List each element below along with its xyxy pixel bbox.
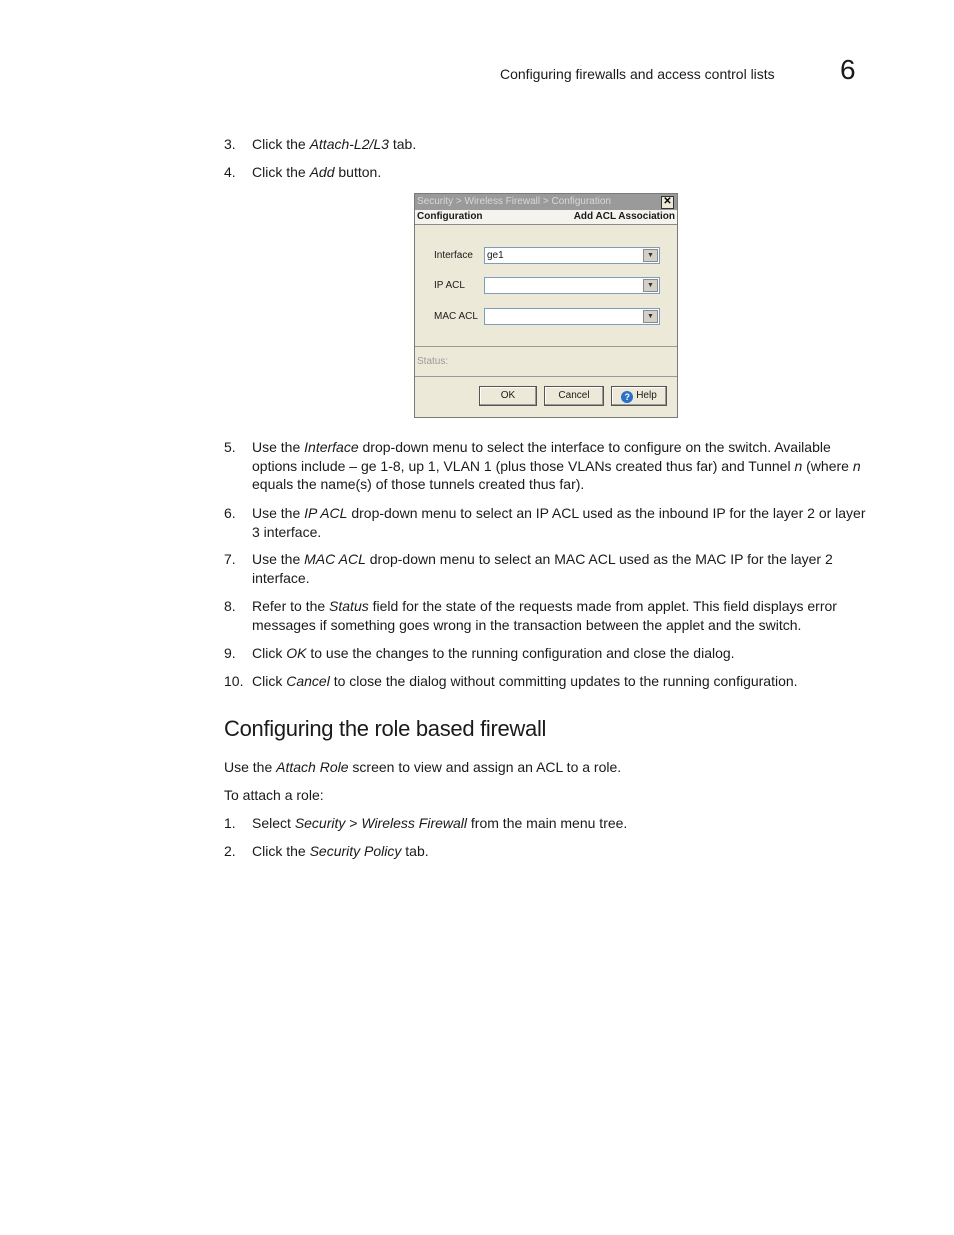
step-text: Use the Interface drop-down menu to select the interface to configure on the switch. Available options include – ge 1-8, up 1, VLAN 1 (plus those VLANs created thus far) and Tunnel n (where n equals the name(s) of those tunnels created thus far). [252,439,861,492]
step-number: 9. [224,645,236,661]
chevron-down-icon[interactable]: ▼ [643,279,658,292]
section-intro: Use the Attach Role screen to view and assign an ACL to a role. [224,759,622,775]
chapter-number: 6 [840,54,856,85]
step-5 [224,438,874,494]
help-button[interactable] [611,386,667,406]
help-icon: ? [621,391,633,403]
step-text: Use the IP ACL drop-down menu to select an IP ACL used as the inbound IP for the layer 2 or layer 3 interface. [252,505,866,540]
step-10 [224,672,874,691]
section-lead: To attach a role: [224,787,324,803]
divider [415,346,677,347]
step-number: 3. [224,136,236,152]
step-text: Click OK to use the changes to the running configuration and close the dialog. [252,645,735,661]
section-heading: Configuring the role based firewall [224,716,547,741]
step-8 [224,597,874,634]
step-number: 8. [224,598,236,614]
step-text: Refer to the Status field for the state of the requests made from applet. This field displays error messages if something goes wrong in the transaction between the applet and the switch. [252,598,837,633]
step-text: Select Security > Wireless Firewall from the main menu tree. [252,815,628,831]
close-icon[interactable]: ✕ [661,196,674,209]
step-7 [224,550,874,587]
step-number: 6. [224,505,236,521]
chevron-down-icon[interactable]: ▼ [643,310,658,323]
step-4 [224,163,874,182]
step-6 [224,504,874,541]
running-title: Configuring firewalls and access control lists [500,66,775,82]
step-text: Click the Security Policy tab. [252,843,429,859]
dialog-header-left: Configuration [417,211,483,222]
mac-acl-select[interactable] [484,308,660,325]
status-label: Status: [417,356,449,367]
step-text: Click the Attach-L2/L3 tab. [252,136,417,152]
dialog-header-right: Add ACL Association [573,211,675,222]
ok-button[interactable]: OK [479,386,537,406]
role-step-1 [224,814,874,833]
step-9 [224,644,874,663]
cancel-button[interactable]: Cancel [544,386,604,406]
role-step-2 [224,842,874,861]
step-number: 10. [224,673,244,689]
step-number: 4. [224,164,236,180]
add-acl-association-dialog [414,193,678,418]
step-3 [224,135,874,154]
chevron-down-icon[interactable]: ▼ [643,249,658,262]
step-number: 2. [224,843,236,859]
interface-label: Interface [434,250,473,261]
step-text: Click the Add button. [252,164,382,180]
ip-acl-select[interactable] [484,277,660,294]
mac-acl-label: MAC ACL [434,311,478,322]
ip-acl-label: IP ACL [434,280,465,291]
step-text: Click Cancel to close the dialog without committing updates to the running configuration. [252,673,798,689]
interface-select[interactable] [484,247,660,264]
dialog-header [415,210,677,225]
step-number: 1. [224,815,236,831]
dialog-title: Security > Wireless Firewall > Configuration [417,196,611,207]
step-text: Use the MAC ACL drop-down menu to select an MAC ACL used as the MAC IP for the layer 2 interface. [252,551,833,586]
divider [415,376,677,377]
step-number: 5. [224,439,236,455]
interface-value: ge1 [487,250,504,261]
help-label: Help [636,390,657,401]
dialog-title-bar [415,194,677,210]
step-number: 7. [224,551,236,567]
